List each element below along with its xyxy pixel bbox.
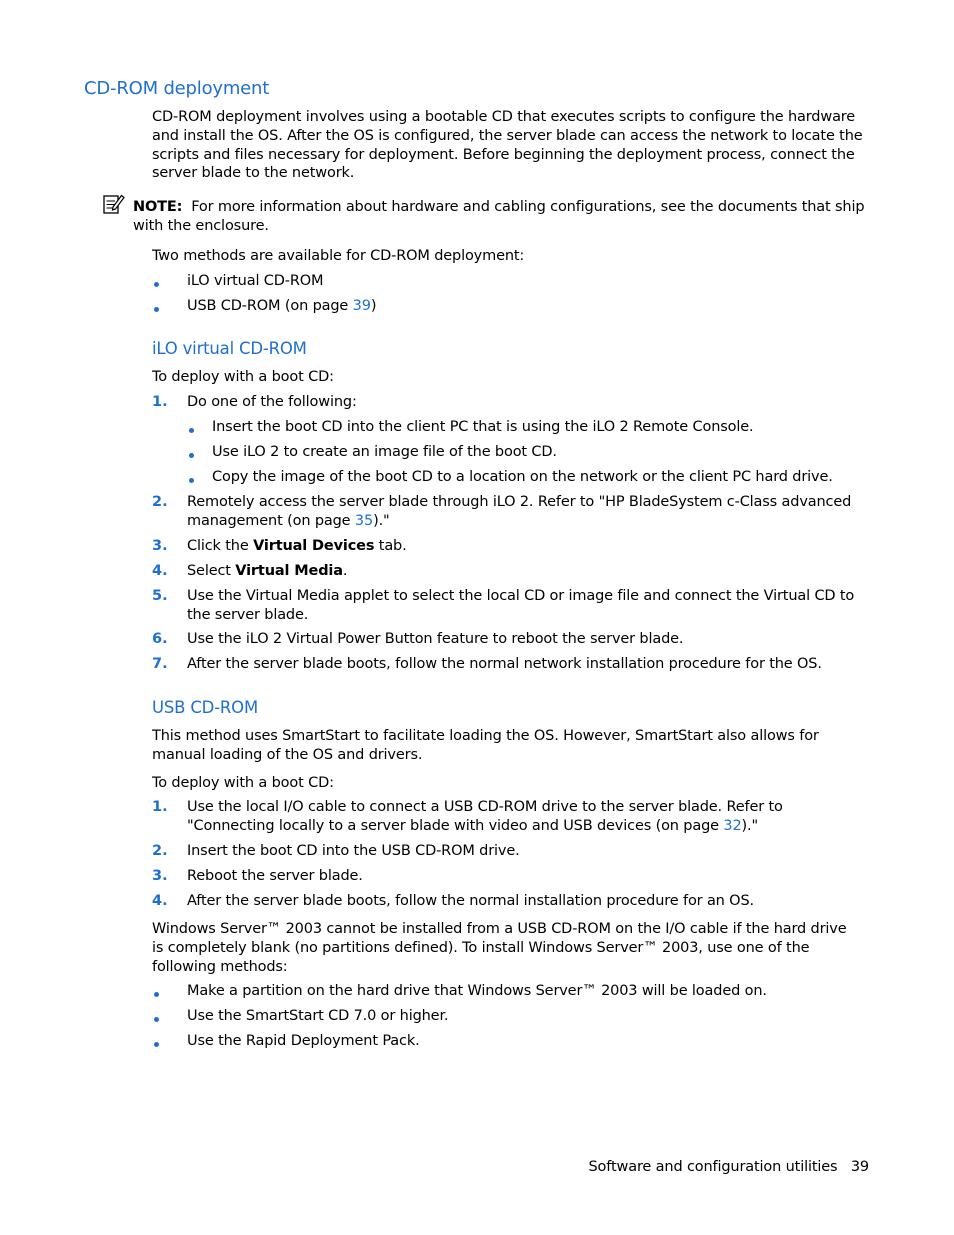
list-item: Insert the boot CD into the USB CD-ROM drive. [187,843,520,859]
step-number: 3. [152,538,168,554]
list-item: Remotely access the server blade through iLO 2. Refer to "HP BladeSystem c-Class advanced management (on page 35)." [187,494,852,529]
step-number: 7. [152,656,168,672]
page-number: 39 [850,1159,869,1175]
step-number: 3. [152,868,168,884]
section-title: CD-ROM deployment [84,78,270,99]
step-number: 1. [152,394,168,410]
note-pencil-icon [103,193,125,215]
usb-deploy-intro: To deploy with a boot CD: [152,775,334,791]
note-label: NOTE: [133,199,183,215]
list-item: Copy the image of the boot CD to a location on the network or the client PC hard drive. [212,469,833,485]
list-item: Make a partition on the hard drive that Windows Server™ 2003 will be loaded on. [187,983,767,999]
list-item: Reboot the server blade. [187,868,363,884]
bullet-icon [154,282,159,287]
step-number: 4. [152,893,168,909]
bullet-icon [154,992,159,997]
page-link[interactable]: 35 [354,512,374,529]
page-link[interactable]: 39 [352,298,371,314]
list-item: Use the local I/O cable to connect a USB CD-ROM drive to the server blade. Refer to "Connecting locally to a server blade with video and USB devices (on page 32)." [187,799,783,834]
bullet-icon [154,1017,159,1022]
step-number: 6. [152,631,168,647]
bullet-icon [189,428,194,433]
page-footer [588,1159,869,1175]
list-item: After the server blade boots, follow the normal installation procedure for an OS. [187,893,754,909]
methods-intro: Two methods are available for CD-ROM deployment: [152,248,525,264]
step-number: 1. [152,799,168,815]
note-text: For more information about hardware and cabling configurations, see the documents that ship with the enclosure. [133,199,865,234]
list-item: Use the Virtual Media applet to select the local CD or image file and connect the Virtual CD to the server blade. [187,588,855,623]
list-item: Insert the boot CD into the client PC that is using the iLO 2 Remote Console. [212,419,754,435]
list-item: Use iLO 2 to create an image file of the boot CD. [212,444,557,460]
subsection-title-ilo: iLO virtual CD-ROM [152,339,307,358]
windows-note: Windows Server™ 2003 cannot be installed from a USB CD-ROM on the I/O cable if the hard drive is completely blank (no partitions defined). To install Windows Server™ 2003, use one of the following methods: [152,921,847,975]
usb-intro: This method uses SmartStart to facilitate loading the OS. However, SmartStart also allows for manual loading of the OS and drivers. [152,728,819,763]
list-item: After the server blade boots, follow the normal network installation procedure for the OS. [187,656,822,672]
bullet-icon [154,307,159,312]
ilo-intro: To deploy with a boot CD: [152,369,334,385]
note [133,198,873,236]
bullet-icon [189,453,194,458]
bullet-icon [154,1042,159,1047]
list-item: Do one of the following: [187,394,357,410]
list-item: USB CD-ROM (on page 39) [187,298,377,314]
footer-section: Software and configuration utilities [588,1159,838,1175]
page-link[interactable]: 32 [723,817,742,834]
list-item: Click the Virtual Devices tab. [187,538,407,554]
list-item: iLO virtual CD-ROM [187,273,324,289]
step-number: 2. [152,494,168,510]
bullet-icon [189,478,194,483]
step-number: 5. [152,588,168,604]
list-item: Select Virtual Media. [187,563,348,579]
step-number: 2. [152,843,168,859]
step-number: 4. [152,563,168,579]
intro-paragraph: CD-ROM deployment involves using a bootable CD that executes scripts to configure the hardware and install the OS. After the OS is configured, the server blade can access the network to locate the scripts and files necessary for deployment. Before beginning the deployment process, connect the server blade to the network. [152,109,863,182]
list-item: Use the Rapid Deployment Pack. [187,1033,420,1049]
subsection-title-usb: USB CD-ROM [152,698,258,717]
list-item: Use the SmartStart CD 7.0 or higher. [187,1008,449,1024]
list-item: Use the iLO 2 Virtual Power Button feature to reboot the server blade. [187,631,684,647]
